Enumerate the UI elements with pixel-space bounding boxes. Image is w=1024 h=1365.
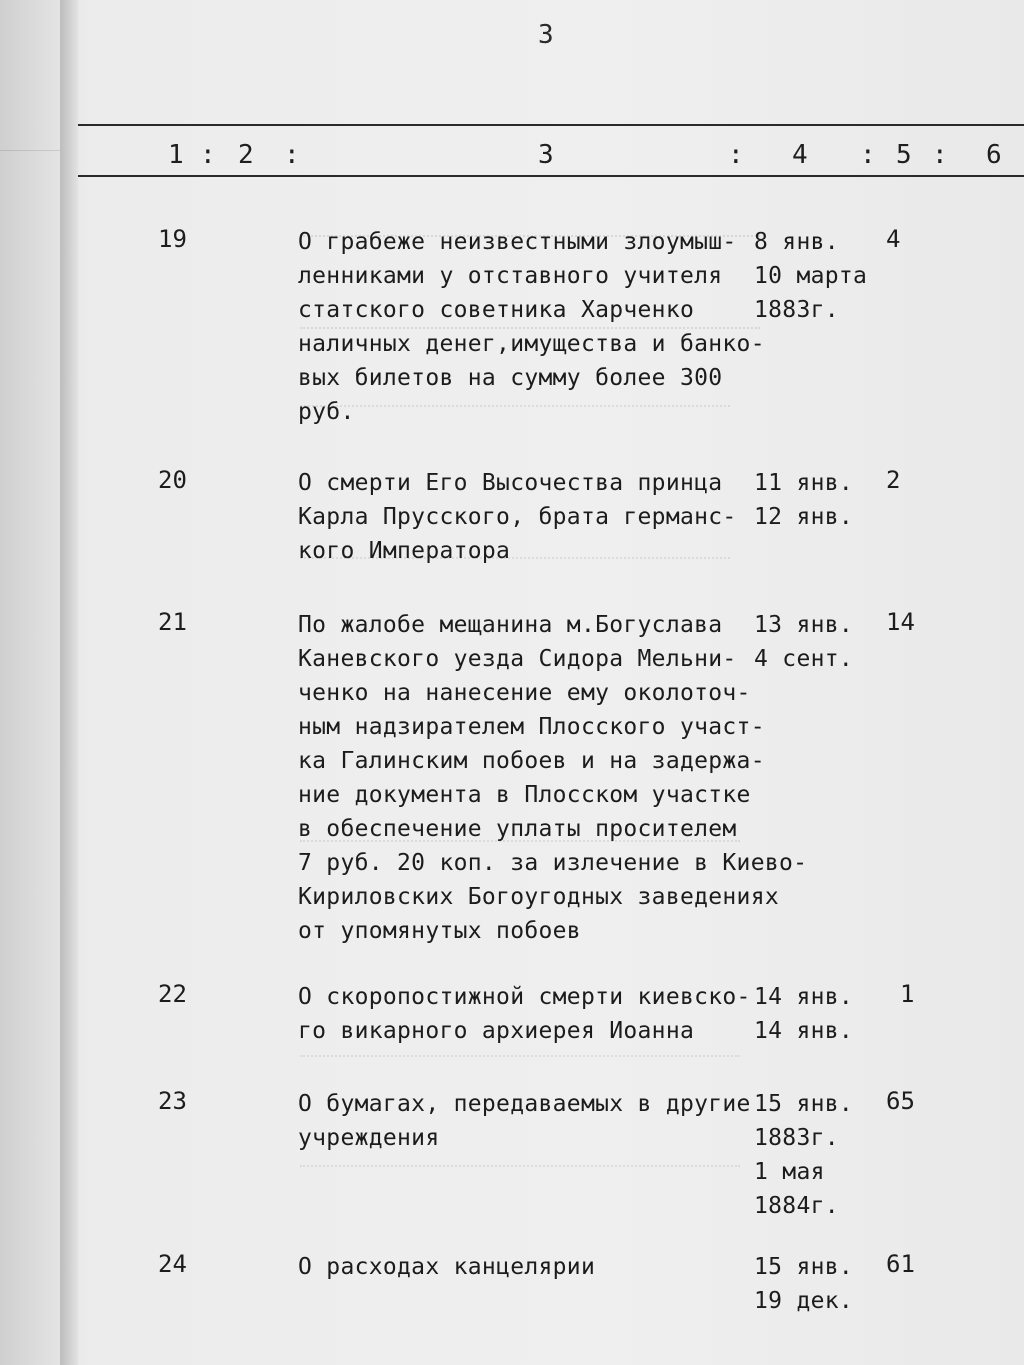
date-line: 11 янв. <box>754 470 854 496</box>
title-line: О расходах канцелярии <box>298 1254 596 1280</box>
entry-number: 21 <box>158 608 187 636</box>
header-col-5: 5 <box>896 140 912 170</box>
date-line: 13 янв. <box>754 612 854 638</box>
entry-title <box>298 1087 768 1155</box>
header-separator: : <box>860 140 876 170</box>
entry-title <box>298 225 768 429</box>
entry-dates <box>754 466 853 534</box>
date-line: 8 янв. <box>754 229 839 255</box>
date-line: 1884г. <box>754 1193 839 1219</box>
title-line: О смерти Его Высочества принца <box>298 470 723 496</box>
header-separator: : <box>284 140 300 170</box>
header-separator: : <box>200 140 216 170</box>
entry-number: 22 <box>158 980 187 1008</box>
bleed-through <box>0 120 60 151</box>
title-line: Карла Прусского, брата германс- <box>298 504 737 530</box>
title-line: ным надзирателем Плосского участ- <box>298 714 765 740</box>
entry-sheets: 1 <box>900 980 915 1008</box>
entry-title <box>298 980 768 1048</box>
entry-number: 20 <box>158 466 187 494</box>
entry-dates <box>754 1087 853 1223</box>
title-line: О бумагах, передаваемых в другие <box>298 1091 751 1117</box>
header-col-1: 1 <box>168 140 184 170</box>
title-line: вых билетов на сумму более 300 <box>298 365 723 391</box>
date-line: 14 янв. <box>754 984 854 1010</box>
entry-sheets: 4 <box>886 225 901 253</box>
title-line: от упомянутых побоев <box>298 918 581 944</box>
date-line: 1883г. <box>754 1125 839 1151</box>
title-line: в обеспечение уплаты просителем <box>298 816 737 842</box>
header-col-6: 6 <box>986 140 1002 170</box>
title-line: Кириловских Богоугодных заведениях <box>298 884 780 910</box>
title-line: го викарного архиерея Иоанна <box>298 1018 695 1044</box>
title-line: статского советника Харченко <box>298 297 695 323</box>
title-line: Каневского уезда Сидора Мельни- <box>298 646 737 672</box>
entry-sheets: 61 <box>886 1250 915 1278</box>
page-number: 3 <box>538 20 554 50</box>
header-separator: : <box>728 140 744 170</box>
title-line: О грабеже неизвестными злоумыш- <box>298 229 737 255</box>
date-line: 12 янв. <box>754 504 854 530</box>
page-binding <box>60 0 78 1365</box>
title-line: наличных денег,имущества и банко- <box>298 331 765 357</box>
date-line: 15 янв. <box>754 1091 854 1117</box>
date-line: 1883г. <box>754 297 839 323</box>
entry-dates <box>754 1250 853 1318</box>
entry-number: 24 <box>158 1250 187 1278</box>
date-line: 19 дек. <box>754 1288 854 1314</box>
entry-dates <box>754 225 867 327</box>
entry-dates <box>754 608 853 676</box>
bleed-through <box>300 1165 740 1207</box>
date-line: 10 марта <box>754 263 868 289</box>
header-rule-bottom <box>78 175 1024 177</box>
entry-number: 23 <box>158 1087 187 1115</box>
date-line: 15 янв. <box>754 1254 854 1280</box>
bleed-through <box>300 1055 740 1087</box>
title-line: ние документа в Плосском участке <box>298 782 751 808</box>
title-line: По жалобе мещанина м.Богуслава <box>298 612 723 638</box>
title-line: учреждения <box>298 1125 440 1151</box>
entry-title <box>298 1250 768 1284</box>
title-line: О скоропостижной смерти киевско- <box>298 984 751 1010</box>
entry-number: 19 <box>158 225 187 253</box>
entry-dates <box>754 980 853 1048</box>
date-line: 1 мая <box>754 1159 825 1185</box>
entry-sheets: 2 <box>886 466 901 494</box>
title-line: кого Императора <box>298 538 511 564</box>
entry-sheets: 65 <box>886 1087 915 1115</box>
title-line: ченко на нанесение ему околоточ- <box>298 680 751 706</box>
header-col-2: 2 <box>238 140 254 170</box>
entry-title <box>298 466 768 568</box>
date-line: 14 янв. <box>754 1018 854 1044</box>
title-line: 7 руб. 20 коп. за излечение в Киево- <box>298 850 808 876</box>
header-rule-top <box>78 124 1024 126</box>
entry-sheets: 14 <box>886 608 915 636</box>
title-line: руб. <box>298 399 355 425</box>
header-col-4: 4 <box>792 140 808 170</box>
title-line: ленниками у отставного учителя <box>298 263 723 289</box>
header-separator: : <box>932 140 948 170</box>
date-line: 4 сент. <box>754 646 854 672</box>
header-col-3: 3 <box>538 140 554 170</box>
title-line: ка Галинским побоев и на задержа- <box>298 748 765 774</box>
